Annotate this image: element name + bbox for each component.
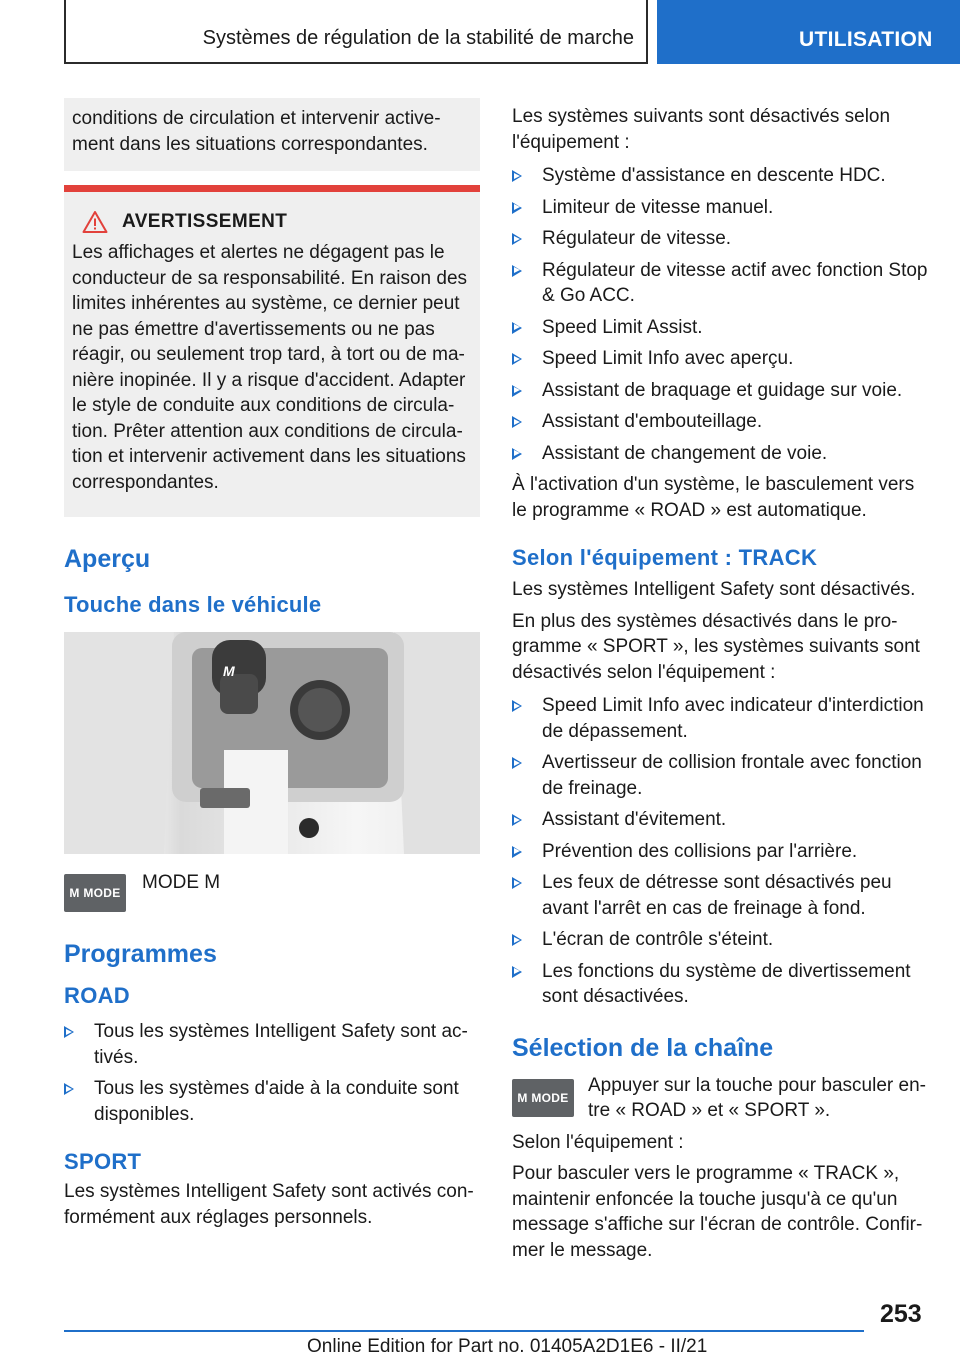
header-section-tab [657,0,960,64]
list-item: Système d'assistance en descente HDC. [512,163,932,189]
intro-text: conditions de circulation et intervenir active-ment dans les situations correspondantes. [72,108,441,155]
bullet-arrow-icon [512,877,522,889]
track-text-1: Les systèmes Intelligent Safety sont désactivés. [512,579,916,600]
track-text-2: En plus des systèmes désactivés dans le pro-gramme « SPORT », les systèmes suivants sont désactivés selon l'équipement : [512,610,920,683]
sport-text: Les systèmes Intelligent Safety sont activés con-formément aux réglages personnels. [64,1181,474,1228]
road-list [64,1019,480,1127]
m-mode-button-icon: M MODE [64,874,126,912]
bullet-arrow-icon [512,233,522,245]
bullet-arrow-icon [512,448,522,460]
list-item: Régulateur de vitesse actif avec fonction Stop & Go ACC. [512,258,932,309]
warning-header [72,210,472,234]
svg-text:M: M [223,663,235,679]
auto-switch-text: À l'activation d'un système, le basculement vers le programme « ROAD » est automatique. [512,474,915,521]
mode-m-row [64,874,480,912]
heading-track: Selon l'équipement : TRACK [512,545,818,570]
list-item: Assistant de changement de voie. [512,441,932,467]
list-item: Régulateur de vitesse. [512,226,932,252]
heading-apercu: Aperçu [64,545,151,573]
bullet-arrow-icon [64,1026,74,1038]
heading-road: ROAD [64,983,130,1008]
intro-box [64,98,480,171]
bullet-arrow-icon [512,966,522,978]
bullet-arrow-icon [512,353,522,365]
m-mode-button-icon: M MODE [512,1079,574,1117]
list-item: Limiteur de vitesse manuel. [512,195,932,221]
bullet-arrow-icon [512,265,522,277]
bullet-arrow-icon [512,757,522,769]
heading-selection: Sélection de la chaîne [512,1033,774,1062]
heading-touche-vehicule: Touche dans le véhicule [64,592,322,617]
page-number: 253 [880,1300,922,1328]
bullet-arrow-icon [512,322,522,334]
warning-title: AVERTISSEMENT [122,211,288,232]
selon-equipement: Selon l'équipement : [512,1131,684,1153]
heading-programmes: Programmes [64,940,217,968]
left-column [64,98,480,1230]
list-item: Les fonctions du système de divertissement sont désactivées. [512,959,932,1010]
right-column [512,104,932,1263]
disabled-systems-list [512,163,932,466]
list-item: Les feux de détresse sont désactivés peu avant l'arrêt en cas de freinage à fond. [512,870,932,921]
header-section-label: UTILISATION [799,28,933,51]
bullet-arrow-icon [512,934,522,946]
warning-text: Les affichages et alertes ne dégagent pas le conducteur de sa responsabilité. En raison des limites inhérentes au système, ce dernier peut ne pas émettre d'avertissements ou ne pas réagir, ou seulement trop tard, à tort ou de ma-nière inopinée. Il y a risque d'accident. Adapter le style de conduite aux conditions de circula-tion. Prêter attention aux conditions de circula-tion et intervenir activement dans les situations correspondantes. [72,242,468,493]
bullet-arrow-icon [64,1083,74,1095]
edition-text: Online Edition for Part no. 01405A2D1E6 - II/21 [307,1336,708,1357]
mode-m-label: MODE M [142,872,221,893]
track-disabled-list [512,693,932,1010]
selection-text: Appuyer sur la touche pour basculer en-tre « ROAD » et « SPORT ». [588,1074,926,1121]
list-item: Speed Limit Info avec indicateur d'interdiction de dépassement. [512,693,932,744]
bullet-arrow-icon [512,846,522,858]
list-item: Avertisseur de collision frontale avec fonction de freinage. [512,750,932,801]
bullet-arrow-icon [512,700,522,712]
bullet-arrow-icon [512,814,522,826]
bullet-arrow-icon [512,202,522,214]
header-title-box [64,0,648,64]
header-title: Systèmes de régulation de la stabilité de marche [202,27,634,49]
list-item: Tous les systèmes d'aide à la conduite sont disponibles. [64,1076,480,1127]
list-item: Assistant de braquage et guidage sur voie. [512,378,932,404]
warning-box [64,185,480,517]
right-intro: Les systèmes suivants sont désactivés selon l'équipement : [512,106,891,153]
track-instruction: Pour basculer vers le programme « TRACK », maintenir enfoncée la touche jusqu'à ce qu'un message s'affiche sur l'écran de contrôle. Confir-mer le message. [512,1163,923,1261]
list-item: Tous les systèmes Intelligent Safety sont ac-tivés. [64,1019,480,1070]
list-item: L'écran de contrôle s'éteint. [512,927,932,953]
warning-triangle-icon [82,210,108,234]
list-item: Assistant d'embouteillage. [512,409,932,435]
bullet-arrow-icon [512,416,522,428]
list-item: Speed Limit Assist. [512,315,932,341]
footer-divider [64,1330,864,1332]
bullet-arrow-icon [512,385,522,397]
bullet-arrow-icon [512,170,522,182]
selection-row [512,1073,932,1124]
list-item: Assistant d'évitement. [512,807,932,833]
list-item: Speed Limit Info avec aperçu. [512,346,932,372]
vehicle-console-photo [64,632,480,854]
console-illustration [64,632,480,854]
list-item: Prévention des collisions par l'arrière. [512,839,932,865]
heading-sport: SPORT [64,1149,142,1174]
